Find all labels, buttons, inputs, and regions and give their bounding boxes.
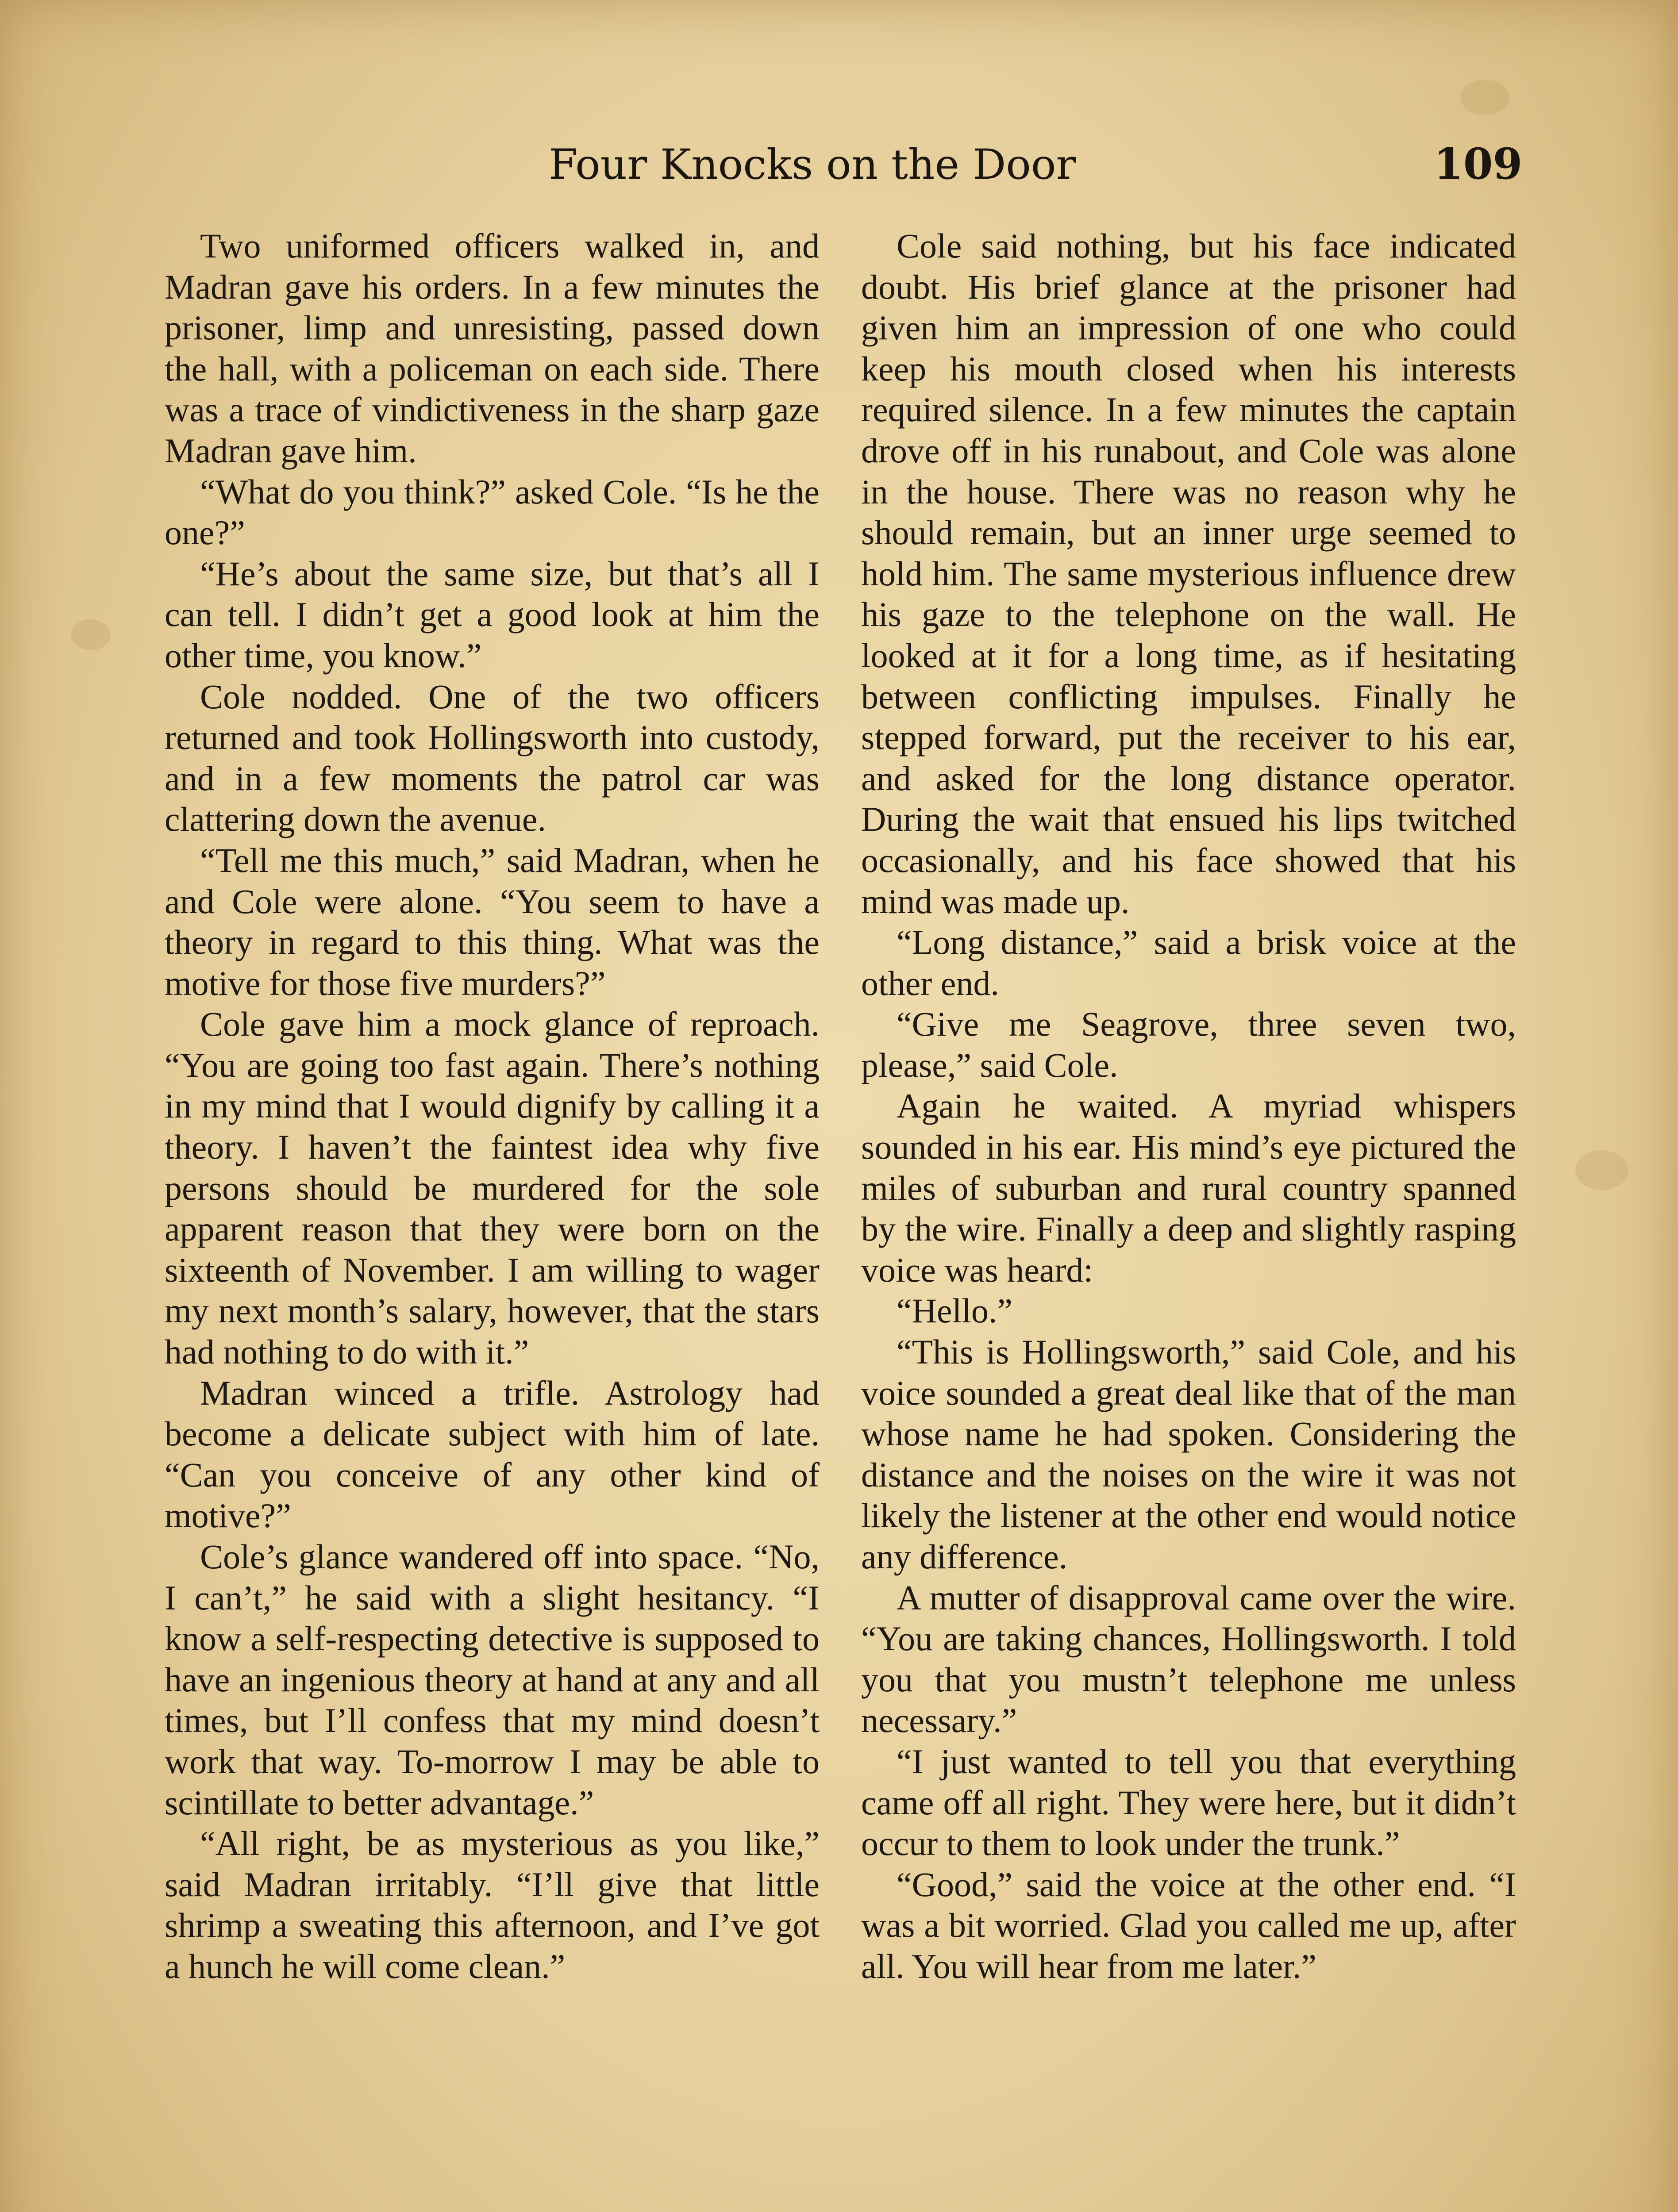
paragraph: “I just wanted to tell you that everything came off all right. They were here, but it didn’t occur to them to look under the trunk.”	[861, 1742, 1516, 1863]
paragraph: “Hello.”	[897, 1291, 1013, 1330]
paragraph: Cole nodded. One of the two officers returned and took Hollingsworth into custody, and in a few moments the patrol car was clattering down the avenue.	[165, 677, 820, 839]
paper-stain	[1460, 80, 1509, 115]
paragraph: Cole’s glance wandered off into space. “No, I can’t,” he said with a slight hesitancy. “I know a self-respecting detective is supposed to have an ingenious theory at hand at any and all times, but I’ll confess that my mind doesn’t work that way. To-morrow I may be able to scintillate to better advantage.”	[165, 1537, 820, 1822]
paragraph: Two uniformed officers walked in, and Madran gave his orders. In a few minutes the prisoner, limp and unresisting, passed down the hall, with a policeman on each side. There was a trace of vindictiveness in the sharp gaze Madran gave him.	[165, 227, 820, 470]
paragraph: “Long distance,” said a brisk voice at the other end.	[861, 923, 1516, 1002]
paragraph: Cole said nothing, but his face indicated doubt. His brief glance at the prisoner had given him an impression of one who could keep his mouth closed when his interests required silence. In a few minutes the captain drove off in his runabout, and Cole was alone in the house. There was no reason why he should remain, but an inner urge seemed to hold him. The same mysterious influence drew his gaze to the telephone on the wall. He looked at it for a long time, as if hesitating between conflicting impulses. Finally he stepped forward, put the receiver to his ear, and asked for the long distance operator. During the wait that ensued his lips twitched occasionally, and his face showed that his mind was made up.	[861, 227, 1516, 921]
paragraph: “Give me Seagrove, three seven two, please,” said Cole.	[861, 1005, 1516, 1084]
paragraph: “All right, be as mysterious as you like,” said Madran irritably. “I’ll give that little shrimp a sweating this afternoon, and I’ve got a hunch he will come clean.”	[165, 1824, 820, 1985]
paragraph: “He’s about the same size, but that’s all I can tell. I didn’t get a good look at him the other time, you know.”	[165, 554, 820, 675]
paper-stain	[71, 619, 111, 650]
left-column	[165, 226, 820, 2212]
running-head: Four Knocks on the Door	[549, 141, 1076, 189]
paragraph: “This is Hollingsworth,” said Cole, and his voice sounded a great deal like that of the man whose name he had spoken. Considering the distance and the noises on the wire it was not likely the listener at the other end would notice any difference.	[861, 1333, 1516, 1576]
paragraph: “Tell me this much,” said Madran, when he and Cole were alone. “You seem to have a theory in regard to this thing. What was the motive for those five murders?”	[165, 841, 820, 1002]
paragraph: A mutter of disapproval came over the wire. “You are taking chances, Hollingsworth. I told you that you mustn’t telephone me unless necessary.”	[861, 1578, 1516, 1740]
paper-stain	[1575, 1150, 1628, 1190]
paragraph: “Good,” said the voice at the other end. “I was a bit worried. Glad you called me up, after all. You will hear from me later.”	[861, 1865, 1516, 1985]
right-column	[861, 226, 1516, 2212]
paragraph: “What do you think?” asked Cole. “Is he the one?”	[165, 472, 820, 552]
page-number: 109	[1434, 139, 1523, 189]
paragraph: Madran winced a trifle. Astrology had become a delicate subject with him of late. “Can you conceive of any other kind of motive?”	[165, 1373, 820, 1535]
paragraph: Cole gave him a mock glance of reproach. “You are going too fast again. There’s nothing in my mind that I would dignify by calling it a theory. I haven’t the faintest idea why five persons should be murdered for the sole apparent reason that they were born on the sixteenth of November. I am willing to wager my next month’s salary, however, that the stars had nothing to do with it.”	[165, 1005, 820, 1371]
paragraph: Again he waited. A myriad whispers sounded in his ear. His mind’s eye pictured the miles of suburban and rural country spanned by the wire. Finally a deep and slightly rasping voice was heard:	[861, 1087, 1516, 1289]
